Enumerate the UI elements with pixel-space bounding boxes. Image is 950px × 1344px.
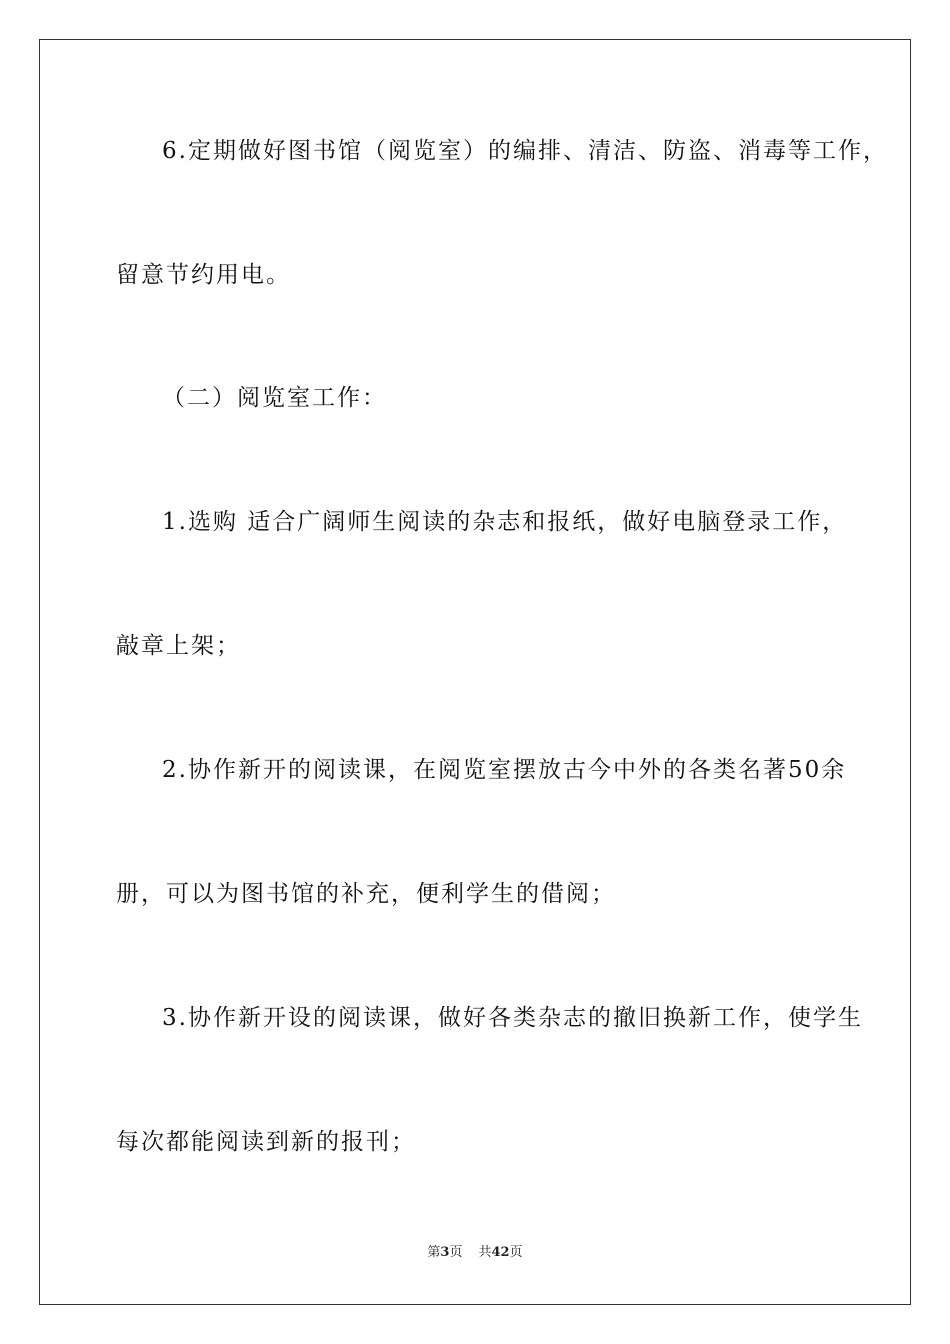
paragraph-line-3: 1.选购 适合广阔师生阅读的杂志和报纸，做好电脑登录工作， bbox=[162, 509, 848, 535]
section-heading: （二）阅览室工作： bbox=[162, 385, 387, 411]
page-footer bbox=[0, 1241, 950, 1260]
paragraph-line-8: 每次都能阅读到新的报刊； bbox=[116, 1129, 416, 1155]
footer-page-prefix: 第 bbox=[427, 1245, 441, 1260]
footer-total-pages: 42 bbox=[491, 1245, 510, 1260]
footer-page-suffix: 页 bbox=[449, 1245, 463, 1260]
footer-page-number: 3 bbox=[440, 1245, 450, 1260]
footer-total-prefix: 共 bbox=[478, 1245, 492, 1260]
paragraph-line-1: 6.定期做好图书馆（阅览室）的编排、清洁、防盗、消毒等工作， bbox=[162, 138, 888, 164]
paragraph-line-6: 册，可以为图书馆的补充，便利学生的借阅； bbox=[116, 881, 616, 907]
paragraph-line-5: 2.协作新开的阅读课，在阅览室摆放古今中外的各类名著50余 bbox=[162, 757, 847, 783]
page-border bbox=[39, 39, 911, 1305]
footer-total-suffix: 页 bbox=[509, 1245, 523, 1260]
paragraph-line-7: 3.协作新开设的阅读课，做好各类杂志的撤旧换新工作，使学生 bbox=[162, 1005, 863, 1031]
paragraph-line-2: 留意节约用电。 bbox=[116, 262, 291, 288]
paragraph-line-4: 敲章上架； bbox=[116, 633, 241, 659]
